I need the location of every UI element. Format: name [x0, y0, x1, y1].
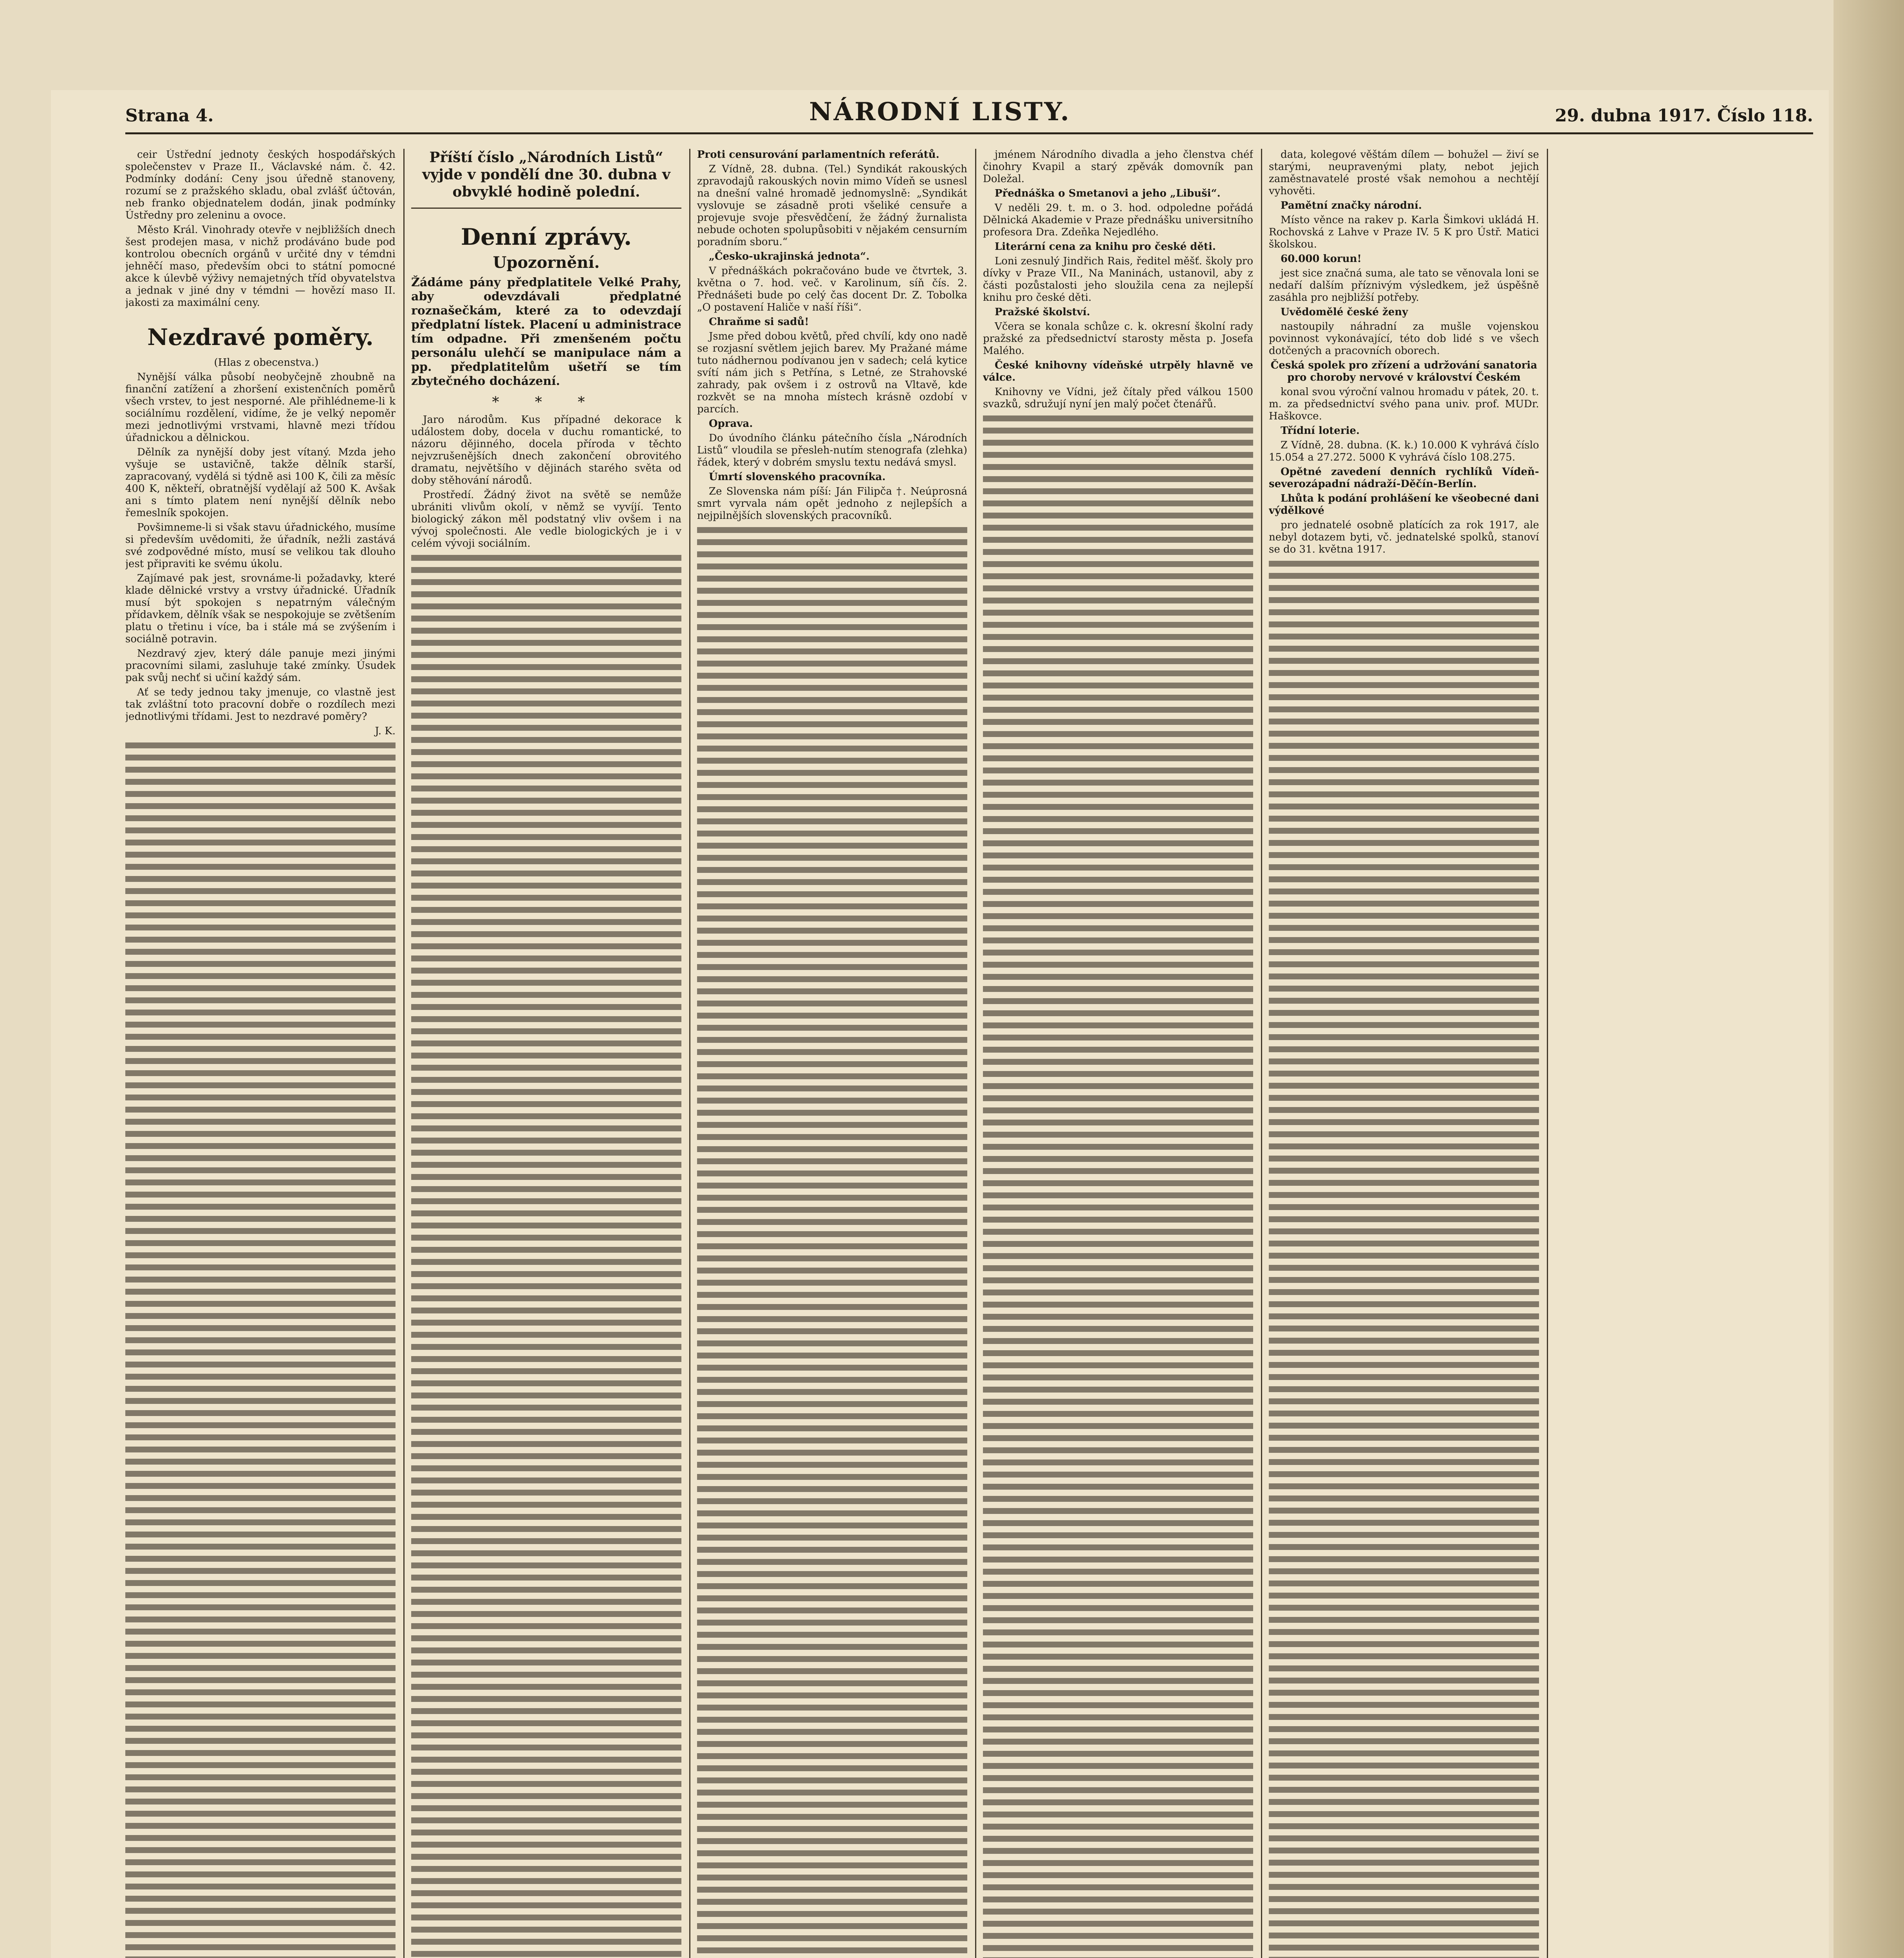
paragraph: Ať se tedy jednou taky jmenuje, co vlastně jest tak zvláštní toto pracovní dobře o rozdílech mezi jednotlivými třídami. Jest to nezdravé poměry? [125, 686, 396, 723]
text-lines [125, 740, 396, 1958]
paragraph: Povšimneme-li si však stavu úřadnického, musíme si především uvědomiti, že úřadník, nežli zastává své zodpovědné místo, musí se velikou tak dlouho jest připraviti ke svému úkolu. [125, 522, 396, 570]
paragraph: Dělník za nynější doby jest vítaný. Mzda jeho vyšuje se ustavičně, takže dělník starší, zapracovaný, vydělá si týdně asi 100 K, čili za měsíc 400 K, někteří, obratnější vydělají až 500 K. Avšak ani s tímto platem není nynější dělník nebo řemeslník spokojen. [125, 446, 396, 519]
paragraph: Místo věnce na rakev p. Karla Šimkovi ukládá H. Rochovská z Lahve v Praze IV. 5 K pro Ústř. Matici školskou. [1269, 214, 1539, 250]
text-lines [697, 524, 967, 1958]
item-heading: 60.000 korun! [1281, 253, 1362, 265]
paragraph: jest sice značná suma, ale tato se věnovala loni se nedaří dalším příznivým výsledkem, jež úspěšně zasáhla pro nejbližší potřeby. [1269, 267, 1539, 303]
paragraph: Včera se konala schůze c. k. okresní školní rady pražské za předsednictví starosty města p. Josefa Malého. [983, 321, 1253, 357]
paragraph: Loni zesnulý Jindřich Rais, ředitel měšť. školy pro dívky v Praze VII., Na Maninách, ustanovil, aby z části pozůstalosti jeho sloužila cena za nejlepší knihu pro české děti. [983, 255, 1253, 303]
item-heading: České knihovny vídeňské utrpěly hlavně ve válce. [983, 359, 1253, 383]
paragraph: Jsme před dobou květů, před chvílí, kdy ono nadě se rozjasní světlem jejich barev. My Pražané máme tuto nádhernou podívanou jen v sadech; celá kytice svítí nám jich s Petřína, s Letné, ze Strahovské zahrady, pak ovšem i z ostrovů na Vltavě, kde rozkvět se na mnoha místech krásně ozdobí v parcích. [697, 331, 967, 415]
paragraph: data, kolegové věštám dílem — bohužel — živí se starými, neupravenými platy, nebot jejich zaměstnavatelé prosté však nemohou a nechtějí vyhověti. [1269, 149, 1539, 197]
stars-divider: * * * [492, 394, 601, 410]
text-lines [411, 552, 681, 1958]
paragraph: Z Vídně, 28. dubna. (Tel.) Syndikát rakouských zpravodajů rakouských novin mimo Vídeň se usnesl na dnešní valné hromadě jednomyslně: „Syndikát vyslovuje se zásadně proti všeliké censuře a projevuje svoje přesvědčení, že žádný žurnalista nebude ochoten spolupůsobiti v nějakém censurním poradním sboru.“ [697, 163, 967, 248]
column-divider [689, 149, 690, 1958]
item-heading: „Česko-ukrajinská jednota“. [709, 251, 870, 262]
next-issue-notice: Příští číslo „Národních Listů“ vyjde v pondělí dne 30. dubna v obvyklé hodině polední. [411, 149, 681, 209]
item-heading: Chraňme si sadů! [709, 316, 809, 328]
column-3 [697, 149, 967, 1958]
column-5 [1269, 149, 1539, 1958]
paragraph: pro jednatelé osobně platících za rok 1917, ale nebyl dotazem byti, vč. jednatelské spolků, stanoví se do 31. května 1917. [1269, 519, 1539, 555]
page-number: Strana 4. [125, 106, 214, 126]
section-title: Denní zprávy. [461, 224, 632, 250]
paragraph: nastoupily náhradní za mušle vojenskou povinnost vykonávající, této dob lidé s ve všech dotčených a pracovních oborech. [1269, 321, 1539, 357]
paragraph: Prostředí. Žádný život na světě se nemůže ubrániti vlivům okolí, v němž se vyvíjí. Tento biologický zákon měl podstatný vliv ovšem i na vývoj společnosti. Ale vedle biologických je i v celém vývoji sociálním. [411, 489, 681, 549]
article-signature: J. K. [375, 725, 396, 737]
subscriber-notice: Žádáme pány předplatitele Velké Prahy, aby odevzdávali předplatné roznašečkám, které za to odevzdají předplatní lístek. Placení u administrace tím odpadne. Při zmenšeném počtu personálu ulehčí se manipulace nám a pp. předplatitelům ušetří se tím zbytečného docházení. [411, 276, 681, 388]
item-heading: Lhůta k podání prohlášení ke všeobecné dani výdělkové [1269, 493, 1539, 517]
column-divider [1547, 149, 1548, 1958]
item-heading: Třídní loterie. [1281, 425, 1360, 437]
paragraph: Zajímavé pak jest, srovnáme-li požadavky, které klade dělnické vrstvy a vrstvy úřadnické. Úřadník musí být spokojen s nepatrným válečným přídavkem, dělník však se nespokojuje se zvětšením platu o třetinu i více, ba i stále má se zvýšením i sociálně potravin. [125, 573, 396, 645]
paragraph: Nynější válka působí neobyčejně zhoubně na finanční zatížení a zhoršení existenčních poměrů všech vrstev, to jest nesporné. Ale přihlédneme-li k sociálnímu rozdělení, vidíme, že je velký nepoměr mezi jednotlivými vrstvami, hlavně mezi třídou úřadnickou a dělnickou. [125, 371, 396, 444]
paragraph: V neděli 29. t. m. o 3. hod. odpoledne pořádá Dělnická Akademie v Praze přednášku universitního profesora Dra. Zdeňka Nejedlého. [983, 202, 1253, 238]
article-title: Nezdravé poměry. [147, 324, 374, 350]
article-subtitle: (Hlas z obecenstva.) [214, 357, 319, 368]
paragraph: Ze Slovenska nám píší: Ján Filipča †. Neúprosná smrt vyrvala nám opět jednoho z nejlepších a nejpilnějších slovenských pracovníků. [697, 486, 967, 522]
paragraph: Město Král. Vinohrady otevře v nejbližších dnech šest prodejen masa, v nichž prodáváno bude pod kontrolou obecních orgánů v určité dny v témdni jehněčí maso, především obci to státní pomocné akce k úlevbě výživy nemajetných tříd obyvatelstva a jednak v jiné dny v témdni — hovězí maso II. jakosti za maximální ceny. [125, 224, 396, 309]
page-header [51, 90, 1829, 133]
text-lines [1269, 558, 1539, 1958]
column-4 [983, 149, 1253, 1958]
masthead-title: NÁRODNÍ LISTY. [809, 97, 1071, 126]
column-2 [411, 149, 681, 1958]
paragraph: Knihovny ve Vídni, jež čítaly před válkou 1500 svazků, sdružují nyní jen malý počet čtenářů. [983, 386, 1253, 410]
paragraph: konal svou výroční valnou hromadu v pátek, 20. t. m. za předsednictví svého pana univ. prof. MUDr. Haškovce. [1269, 386, 1539, 422]
issue-date: 29. dubna 1917. Číslo 118. [1555, 106, 1813, 126]
text-lines [983, 413, 1253, 1958]
item-heading: Proti censurování parlamentních referátů. [697, 149, 939, 161]
paragraph: jménem Národního divadla a jeho členstva chéf činohry Kvapil a starý zpěvák domovník pan Doležal. [983, 149, 1253, 185]
header-rule [125, 132, 1813, 134]
section-subtitle: Upozornění. [493, 253, 600, 272]
paragraph: Z Vídně, 28. dubna. (K. k.) 10.000 K vyhrává číslo 15.054 a 27.272. 5000 K vyhrává číslo 108.275. [1269, 439, 1539, 463]
paragraph: Jaro národům. Kus případné dekorace k událostem doby, docela v duchu romantické, to názoru dějinného, docela příroda v těchto nejvzrušenějších dnech zakončení obrovitého dramatu, největšího v dějinách starého světa od doby stěhování národů. [411, 414, 681, 486]
item-heading: Uvědomělé české ženy [1281, 306, 1408, 318]
paragraph: V přednáškách pokračováno bude ve čtvrtek, 3. května o 7. hod. več. v Karolinum, síň čís. 2. Přednášeti bude po celý čas docent Dr. Z. Tobolka „O postavení Haliče v naší říši“. [697, 265, 967, 313]
column-divider [975, 149, 976, 1958]
newspaper-page [51, 90, 1829, 1958]
item-heading: Oprava. [709, 418, 753, 430]
paragraph: Do úvodního článku pátečního čísla „Národních Listů“ vloudila se přesleh-nutím stenografa (zlehka) řádek, který v dobrém smyslu textu nedává smysl. [697, 432, 967, 468]
item-heading: Literární cena za knihu pro české děti. [995, 241, 1216, 253]
item-heading: Česká spolek pro zřízení a udržování sanatoria pro choroby nervové v království Českém [1270, 359, 1537, 383]
intro-paragraph: ceir Ústřední jednoty českých hospodářských společenstev v Praze II., Václavské nám. č. 42. Podmínky dodání: Ceny jsou úředně stanoveny, rozumí se z pražského skladu, obal zvlášť účtován, neb franko objednatelem dodán, jinak podmínky Ústředny pro zeleninu a ovoce. [125, 149, 396, 221]
item-heading: Opětné zavedení denních rychlíků Vídeň-severozápadní nádraží-Děčín-Berlín. [1269, 466, 1539, 490]
item-heading: Pamětní značky národní. [1281, 200, 1422, 211]
item-heading: Pražské školství. [995, 306, 1090, 318]
column-divider [1261, 149, 1262, 1958]
column-1 [125, 149, 396, 1958]
page-edge [1834, 0, 1904, 1958]
item-heading: Úmrtí slovenského pracovníka. [709, 471, 886, 483]
paragraph: Nezdravý zjev, který dále panuje mezi jinými pracovními silami, zasluhuje také zmínky. Úsudek pak svůj nechť si učiní každý sám. [125, 648, 396, 684]
column-divider [403, 149, 405, 1958]
item-heading: Přednáška o Smetanovi a jeho „Libuši“. [995, 188, 1221, 199]
